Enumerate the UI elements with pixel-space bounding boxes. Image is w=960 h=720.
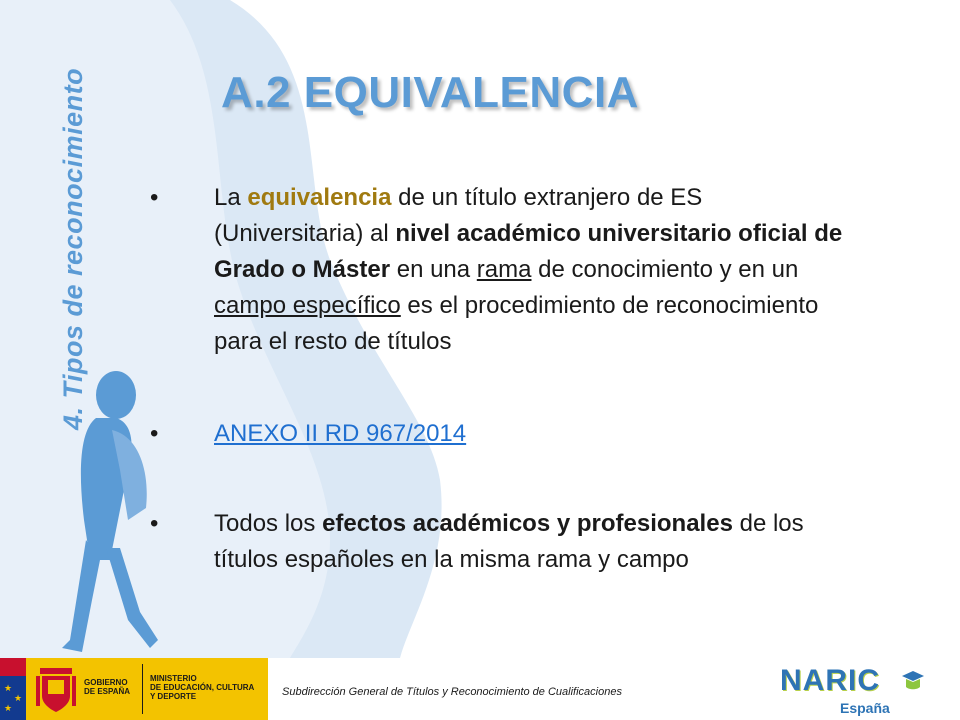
gobierno-line-1: GOBIERNO (84, 678, 128, 687)
bullet-dot: • (150, 510, 159, 537)
bullet-equivalencia (150, 180, 850, 360)
naric-logo (780, 662, 930, 718)
eu-flag-strip (0, 658, 26, 720)
naric-logo-text: NARIC (780, 664, 880, 697)
bullet1-text-7: de conocimiento y en un (531, 256, 799, 283)
section-vertical-title: 4. Tipos de reconocimiento (58, 67, 88, 430)
bullet3-text-3: de los títulos españoles en la misma rama y campo (214, 510, 804, 573)
term-efectos: efectos académicos y profesionales (322, 510, 733, 537)
graduation-cap-icon (900, 668, 926, 694)
bullet3-text-1: Todos los (214, 510, 323, 537)
star-icon: ★ (4, 683, 13, 693)
bullet-efectos (150, 506, 850, 578)
ministerio-line-1: MINISTERIO (150, 674, 197, 683)
bullet-dot: • (150, 420, 159, 447)
gobierno-line-2: DE ESPAÑA (84, 687, 131, 696)
anexo-link[interactable]: ANEXO II RD 967/2014 (214, 420, 467, 447)
naric-logo-subtitle: España (840, 700, 890, 716)
term-rama: rama (476, 256, 532, 283)
logo-divider (142, 664, 143, 714)
slide-title: A.2 EQUIVALENCIA (221, 68, 639, 117)
term-campo-especifico: campo específico (214, 292, 401, 319)
bullet-dot: • (150, 184, 159, 211)
footer (0, 658, 960, 720)
ministerio-line-3: Y DEPORTE (150, 692, 197, 701)
term-nivel-academico: nivel académico universitario oficial de Grado o Máster (214, 220, 843, 283)
bullet1-text-9: es el procedimiento de reconocimiento para el resto de títulos (214, 292, 819, 355)
star-icon: ★ (4, 703, 13, 713)
star-icon: ★ (14, 693, 23, 703)
subdireccion-footer-text: Subdirección General de Títulos y Reconocimiento de Cualificaciones (282, 686, 622, 698)
bullet-list (150, 180, 850, 578)
bullet1-text-5: en una (390, 256, 477, 283)
coat-of-arms-icon (34, 664, 78, 714)
term-equivalencia: equivalencia (247, 184, 392, 211)
bullet1-text-3: de un título extranjero de ES (Universitaria) al (214, 184, 703, 247)
ministerio-line-2: DE EDUCACIÓN, CULTURA (150, 683, 255, 692)
gobierno-logo-block (0, 658, 268, 720)
bullet-anexo (150, 416, 850, 452)
bullet1-text-1: La (214, 184, 248, 211)
